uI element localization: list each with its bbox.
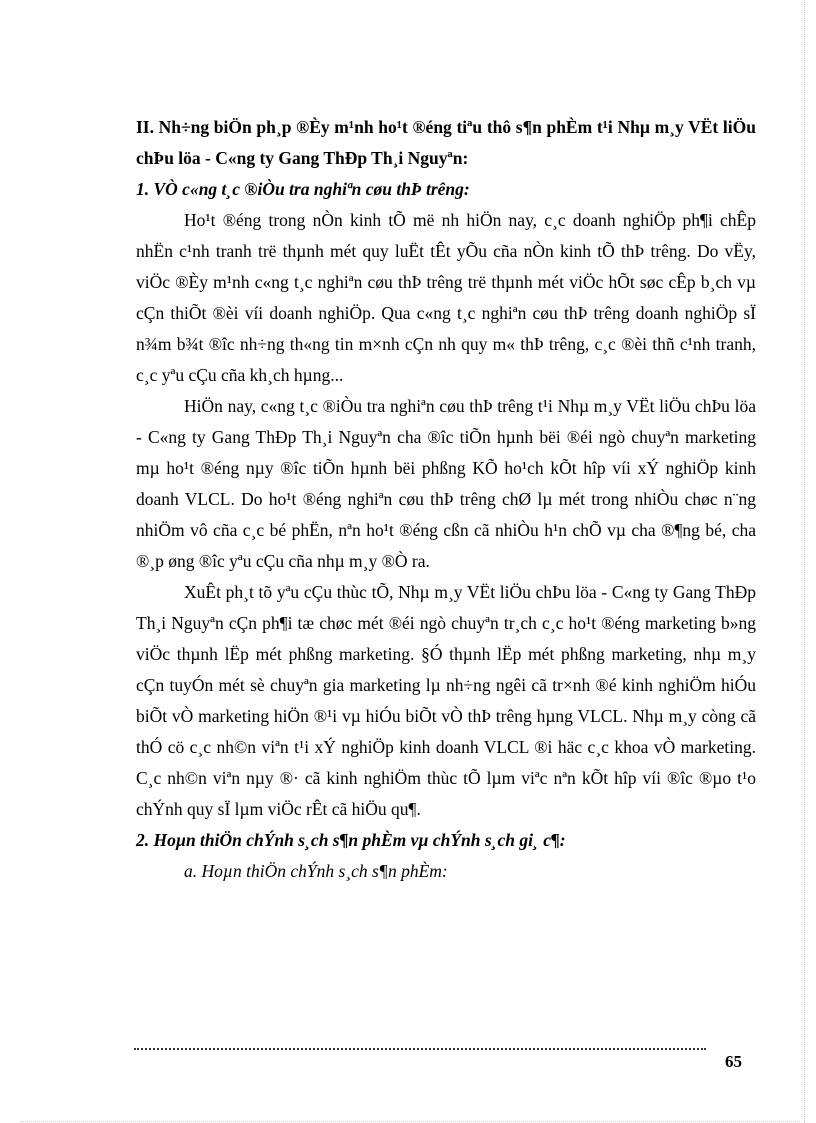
page-bottom-rule <box>20 1121 800 1122</box>
paragraph-1: Ho¹t ®éng trong nÒn kinh tÕ më nh hiÖn nay, c¸c doanh nghiÖp ph¶i chÊp nhËn c¹nh tranh trë thµnh mét quy luËt tÊt yÕu cña nÒn kinh tÕ thÞ trêng. Do vËy, viÖc ®Èy m¹nh c«ng t¸c nghiªn cøu thÞ trêng trë thµnh mét viÖc hÕt søc cÊp b¸ch vµ cÇn thiÕt ®èi víi doanh nghiÖp. Qua c«ng t¸c nghiªn cøu thÞ trêng doanh nghiÖp sÏ n¾m b¾t ®îc nh÷ng th«ng tin m×nh cÇn nh quy m« thÞ trêng, c¸c ®èi thñ c¹nh tranh, c¸c yªu cÇu cña kh¸ch hµng... <box>136 210 756 385</box>
page-edge-rule <box>804 0 805 1123</box>
main-heading: II. Nh÷ng biÖn ph¸p ®Èy m¹nh ho¹t ®éng tiªu thô s¶n phÈm t¹i Nhµ m¸y VËt liÖu chÞu löa - C«ng ty Gang ThÐp Th¸i Nguyªn: <box>136 117 756 168</box>
section-1-title: 1. VÒ c«ng t¸c ®iÒu tra nghiªn cøu thÞ trêng: <box>136 179 470 199</box>
page-body <box>136 112 756 887</box>
paragraph-2: HiÖn nay, c«ng t¸c ®iÒu tra nghiªn cøu thÞ trêng t¹i Nhµ m¸y VËt liÖu chÞu löa - C«ng ty Gang ThÐp Th¸i Nguyªn cha ®îc tiÕn hµnh bëi ®éi ngò chuyªn marketing mµ ho¹t ®éng nµy ®îc tiÕn hµnh bëi phßng KÕ ho¹ch kÕt hîp víi xÝ nghiÖp kinh doanh VLCL. Do ho¹t ®éng nghiªn cøu thÞ trêng chØ lµ mét trong nhiÒu chøc n¨ng nhiÖm vô cña c¸c bé phËn, nªn ho¹t ®éng cßn cã nhiÒu h¹n chÕ vµ cha ®¶ng bé, cha ®¸p øng ®îc yªu cÇu cña nhµ m¸y ®Ò ra. <box>136 396 756 571</box>
paragraph-3: XuÊt ph¸t tõ yªu cÇu thùc tÕ, Nhµ m¸y VËt liÖu chÞu löa - C«ng ty Gang ThÐp Th¸i Nguyªn cÇn ph¶i tæ chøc mét ®éi ngò chuyªn tr¸ch c¸c ho¹t ®éng marketing b»ng viÖc thµnh lËp mét phßng marketing. §Ó thµnh lËp mét phßng marketing, nhµ m¸y cÇn tuyÓn mét sè chuyªn gia marketing lµ nh÷ng ngêi cã tr×nh ®é kinh nghiÖm hiÓu biÕt vÒ marketing hiÖn ®¹i vµ hiÓu biÕt vÒ thÞ trêng hµng VLCL. Nhµ m¸y còng cã thÓ cö c¸c nh©n viªn t¹i xÝ nghiÖp kinh doanh VLCL ®i häc c¸c khoa vÒ marketing. C¸c nh©n viªn nµy ®· cã kinh nghiÖm thùc tÕ lµm viªc nªn kÕt hîp víi ®îc ®µo t¹o chÝnh quy sÏ lµm viÖc rÊt cã hiÖu qu¶. <box>136 582 756 819</box>
section-2-title: 2. Hoµn thiÖn chÝnh s¸ch s¶n phÈm vµ chÝnh s¸ch gi¸ c¶: <box>136 830 566 850</box>
footer-divider <box>134 1048 706 1050</box>
subsection-a-title: a. Hoµn thiÖn chÝnh s¸ch s¶n phÈm: <box>184 861 448 881</box>
page-number: 65 <box>725 1052 742 1071</box>
